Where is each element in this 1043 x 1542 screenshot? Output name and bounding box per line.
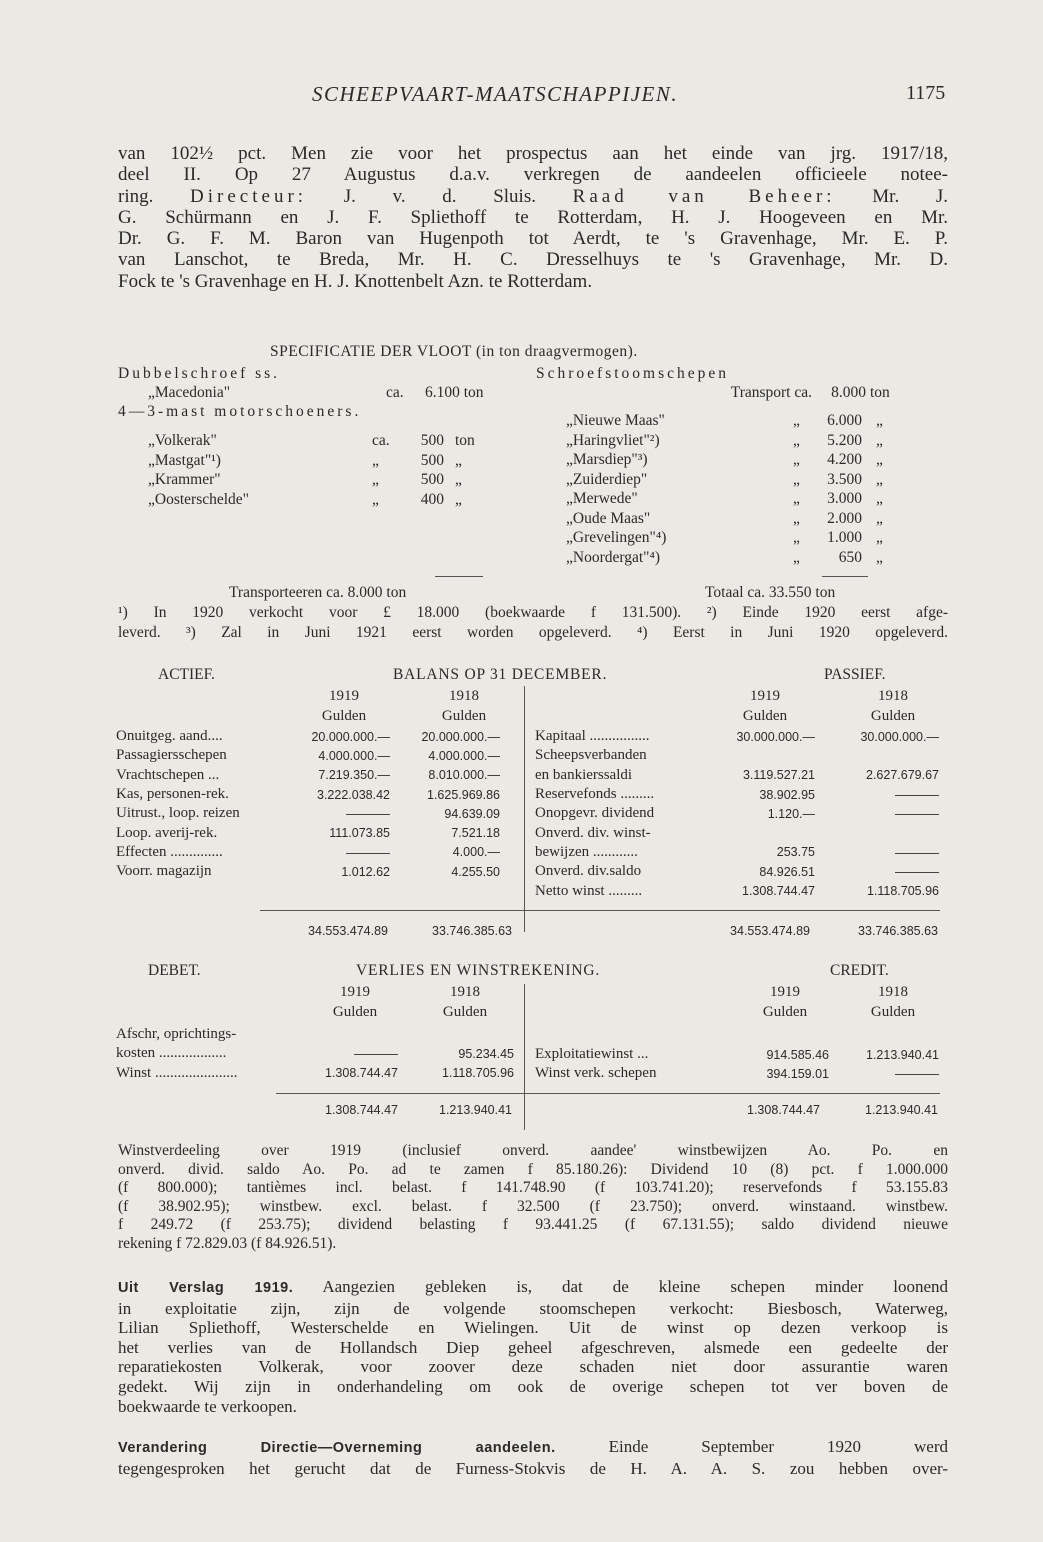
verandering-heading: Verandering Directie—Overneming aandeelen. bbox=[118, 1440, 556, 1456]
fleet-prefix: „ bbox=[793, 490, 800, 507]
row-value: 1.625.969.86 bbox=[427, 787, 500, 802]
table-row bbox=[116, 862, 500, 881]
empty-dash bbox=[346, 853, 390, 854]
row-value bbox=[815, 843, 939, 862]
fleet-ship-name: „Nieuwe Maas" bbox=[566, 412, 665, 429]
row-value bbox=[288, 1044, 398, 1063]
fleet-prefix: „ bbox=[372, 490, 379, 508]
row-value: 1.308.744.47 bbox=[742, 884, 815, 899]
year-header: 1918 bbox=[450, 984, 480, 1000]
row-value bbox=[288, 804, 390, 823]
row-value: 253.75 bbox=[776, 845, 815, 860]
row-label: Vrachtschepen ... bbox=[116, 766, 220, 783]
fleet-prefix: ca. bbox=[372, 432, 390, 449]
text-line: (f 800.000); tantièmes incl. belast. f 141.748.90 (f 103.741.20); reservefonds f 53.155.83 bbox=[118, 1179, 948, 1196]
table-row bbox=[116, 843, 500, 862]
assets-table bbox=[116, 727, 500, 881]
fleet-ship-value: 500 bbox=[420, 451, 444, 469]
text-segment: J. v. d. Sluis. bbox=[343, 185, 536, 207]
row-value: 20.000.000.— bbox=[311, 729, 390, 744]
table-row bbox=[116, 823, 500, 842]
row-value: 1.118.705.96 bbox=[866, 884, 939, 899]
fleet-unit: „ bbox=[876, 412, 883, 429]
text-line: (f 38.902.95); winstbew. excl. belast. f 32.500 (f 23.750); onverd. winstaand. winstbew. bbox=[118, 1197, 948, 1215]
fleet-ship-value: 2.000 bbox=[827, 509, 862, 527]
text-segment: Mr. J. bbox=[872, 185, 949, 207]
fleet-unit: „ bbox=[876, 509, 883, 527]
row-value: 84.926.51 bbox=[759, 864, 815, 879]
row-label: Winst verk. schepen bbox=[535, 1065, 657, 1082]
row-value: 2.627.679.67 bbox=[866, 768, 939, 783]
pnl-left-title: DEBET. bbox=[148, 962, 201, 979]
text-line bbox=[118, 186, 948, 207]
fleet-prefix: „ bbox=[793, 548, 800, 566]
currency-header: Gulden bbox=[321, 708, 367, 724]
balance-total: 34.553.474.89 bbox=[730, 924, 810, 938]
fleet-ship-name: „Merwede" bbox=[566, 490, 638, 507]
empty-dash bbox=[895, 853, 939, 854]
row-label: bewijzen ............ bbox=[535, 843, 638, 860]
spaced-label-directeur: Directeur: bbox=[190, 185, 308, 207]
intro-paragraph bbox=[118, 143, 948, 292]
row-value bbox=[288, 843, 390, 862]
balance-right-title: PASSIEF. bbox=[824, 666, 886, 683]
fleet-ship-name: „Oosterschelde" bbox=[148, 490, 250, 508]
pnl-title: VERLIES EN WINSTREKENING. bbox=[356, 962, 601, 979]
table-row bbox=[116, 1064, 514, 1083]
currency-header: Gulden bbox=[442, 1004, 488, 1020]
fleet-transporteeren: Transporteeren ca. 8.000 ton bbox=[229, 584, 407, 601]
empty-dash bbox=[895, 872, 939, 873]
fleet-unit: „ bbox=[876, 431, 883, 449]
balance-rule bbox=[260, 910, 940, 911]
fleet-unit: „ bbox=[876, 470, 883, 488]
row-value bbox=[815, 746, 939, 765]
row-value: 4.000.000.— bbox=[428, 748, 500, 763]
table-row bbox=[535, 1064, 939, 1083]
fleet-prefix: „ bbox=[793, 529, 800, 546]
row-value: 8.010.000.— bbox=[428, 768, 500, 783]
fleet-prefix: „ bbox=[793, 470, 800, 488]
text-line: Fock te 's Gravenhage en H. J. Knottenbelt Azn. te Rotterdam. bbox=[118, 270, 593, 292]
row-label: Onverd. div.saldo bbox=[535, 863, 642, 880]
table-row bbox=[535, 746, 939, 765]
text-line: van Lanschot, te Breda, Mr. H. C. Dresselhuys te 's Gravenhage, Mr. D. bbox=[118, 249, 948, 271]
pnl-total: 1.308.744.47 bbox=[325, 1103, 398, 1117]
row-label: Onverd. div. winst- bbox=[535, 824, 651, 841]
table-row bbox=[116, 766, 500, 785]
table-row bbox=[116, 804, 500, 823]
fleet-ship-value: 3.500 bbox=[827, 470, 862, 488]
row-value bbox=[829, 1064, 939, 1083]
balance-left-title: ACTIEF. bbox=[158, 666, 215, 683]
row-value: 1.120.— bbox=[767, 806, 815, 821]
row-label: Onopgevr. dividend bbox=[535, 805, 655, 822]
row-value: 914.585.46 bbox=[766, 1047, 829, 1062]
fleet-unit: „ bbox=[876, 529, 883, 546]
fleet-unit: „ bbox=[876, 490, 883, 507]
fleet-totaal: Totaal ca. 33.550 ton bbox=[705, 584, 836, 601]
fleet-unit: „ bbox=[876, 548, 883, 566]
fleet-ship-name: „Zuiderdiep" bbox=[566, 470, 648, 488]
fleet-transport-unit: ton bbox=[870, 384, 890, 401]
table-row bbox=[116, 727, 500, 746]
fleet-unit: „ bbox=[455, 490, 462, 508]
table-row bbox=[535, 804, 939, 823]
fleet-transport-value: 8.000 bbox=[831, 384, 866, 401]
row-value: 94.639.09 bbox=[444, 806, 500, 821]
running-header bbox=[0, 82, 1043, 108]
row-value bbox=[715, 746, 815, 765]
balance-divider bbox=[524, 686, 525, 932]
row-label: Netto winst ......... bbox=[535, 882, 643, 899]
fleet-unit: „ bbox=[876, 451, 883, 468]
year-header: 1918 bbox=[449, 688, 479, 704]
row-value: 38.902.95 bbox=[759, 787, 815, 802]
row-label: Loop. averij-rek. bbox=[116, 824, 218, 841]
fleet-ship-value: 650 bbox=[838, 548, 862, 566]
page-number: 1175 bbox=[906, 82, 946, 104]
empty-dash bbox=[895, 795, 939, 796]
row-value: 1.012.62 bbox=[341, 864, 390, 879]
row-label: en bankierssaldi bbox=[535, 766, 633, 783]
fleet-left-subheading: 4—3-mast motorschoeners. bbox=[118, 403, 362, 420]
row-label: Effecten .............. bbox=[116, 843, 223, 860]
fleet-ship-name: „Macedonia" bbox=[148, 384, 231, 401]
fleet-ship-name: „Marsdiep"³) bbox=[566, 451, 648, 468]
pnl-divider bbox=[524, 984, 525, 1130]
liabilities-table bbox=[535, 727, 939, 901]
row-value: 1.308.744.47 bbox=[325, 1066, 398, 1081]
fleet-ship-value: 500 bbox=[420, 471, 444, 488]
fleet-ship-value: 400 bbox=[420, 490, 444, 508]
verslag-heading: Uit Verslag 1919. bbox=[118, 1280, 294, 1296]
currency-header: Gulden bbox=[762, 1004, 808, 1020]
currency-header: Gulden bbox=[742, 708, 788, 724]
row-value: 30.000.000.— bbox=[860, 729, 939, 744]
fleet-ship-value: 500 bbox=[420, 432, 444, 449]
fleet-transport-label: Transport ca. bbox=[730, 384, 812, 401]
fleet-prefix: „ bbox=[793, 412, 800, 429]
year-header: 1919 bbox=[340, 984, 370, 1000]
table-row bbox=[116, 1025, 514, 1044]
table-row bbox=[535, 862, 939, 881]
table-row bbox=[535, 766, 939, 785]
footnote-line: ¹) In 1920 verkocht voor £ 18.000 (boekwaarde f 131.500). ²) Einde 1920 eerst afge- bbox=[118, 604, 948, 621]
row-value: 95.234.45 bbox=[458, 1046, 514, 1061]
table-row bbox=[535, 823, 939, 842]
fleet-left-heading: Dubbelschroef ss. bbox=[118, 365, 281, 382]
fleet-rule bbox=[435, 576, 483, 577]
table-row bbox=[116, 1044, 514, 1063]
year-header: 1918 bbox=[878, 984, 908, 1000]
table-row bbox=[535, 727, 939, 746]
fleet-unit: ton bbox=[455, 432, 475, 449]
year-header: 1919 bbox=[750, 688, 780, 704]
balance-title: BALANS OP 31 DECEMBER. bbox=[393, 666, 608, 683]
debit-table bbox=[116, 1025, 514, 1083]
text-segment: Aangezien gebleken is, dat de kleine schepen minder loonend bbox=[322, 1277, 949, 1296]
spaced-label-raad: Raad van Beheer: bbox=[572, 185, 836, 207]
row-value: 30.000.000.— bbox=[736, 729, 815, 744]
fleet-prefix: „ bbox=[372, 451, 379, 469]
footnote-line: leverd. ³) Zal in Juni 1921 eerst worden opgeleverd. ⁴) Eerst in Juni 1920 opgeleverd. bbox=[118, 624, 948, 641]
fleet-prefix: „ bbox=[793, 509, 800, 527]
currency-header: Gulden bbox=[332, 1004, 378, 1020]
text-line: het verlies van de Hollandsch Diep geheel afgeschreven, alsmede een gedeelte der bbox=[118, 1337, 948, 1357]
fleet-ship-name: „Volkerak" bbox=[148, 432, 217, 449]
text-line: boekwaarde te verkoopen. bbox=[118, 1396, 297, 1416]
row-value: 7.219.350.— bbox=[318, 768, 390, 783]
fleet-ship-name: „Noordergat"⁴) bbox=[566, 548, 661, 566]
row-label: Exploitatiewinst ... bbox=[535, 1046, 649, 1063]
text-line: gedekt. Wij zijn in onderhandeling om ook de overige schepen tot ver boven de bbox=[118, 1376, 948, 1396]
winstverdeeling-paragraph bbox=[118, 1142, 948, 1253]
year-header: 1918 bbox=[878, 688, 908, 704]
row-label: Kapitaal ................ bbox=[535, 728, 650, 745]
text-line bbox=[118, 1277, 948, 1299]
year-header: 1919 bbox=[770, 984, 800, 1000]
table-row bbox=[535, 1045, 939, 1064]
row-value: 394.159.01 bbox=[766, 1066, 829, 1081]
verslag-lines bbox=[118, 1299, 948, 1417]
empty-dash bbox=[346, 814, 390, 815]
text-line: reparatiekosten Volkerak, voor zoover deze schaden niet door assurantie waren bbox=[118, 1357, 948, 1377]
fleet-unit: „ bbox=[455, 451, 462, 469]
row-value: 4.255.50 bbox=[451, 864, 500, 879]
currency-header: Gulden bbox=[870, 708, 916, 724]
text-line: Lilian Spliethoff, Westerschelde en Wielingen. Uit de winst op dezen verkoop is bbox=[118, 1318, 948, 1338]
text-line: Winstverdeeling over 1919 (inclusief onverd. aandee' winstbewijzen Ao. Po. en bbox=[118, 1142, 948, 1159]
table-row bbox=[116, 785, 500, 804]
text-line: van 102½ pct. Men zie voor het prospectus aan het einde van jrg. 1917/18, bbox=[118, 143, 948, 164]
row-label: Winst ...................... bbox=[116, 1064, 238, 1081]
text-line: deel II. Op 27 Augustus d.a.v. verkregen de aandeelen officieele notee- bbox=[118, 164, 948, 186]
row-label: Reservefonds ......... bbox=[535, 786, 655, 803]
row-label: kosten .................. bbox=[116, 1045, 227, 1062]
fleet-ship-value: 6.100 ton bbox=[425, 384, 484, 401]
verslag-paragraph bbox=[118, 1277, 948, 1416]
row-value: 4.000.000.— bbox=[318, 748, 390, 763]
text-line: tegengesproken het gerucht dat de Furness-Stokvis de H. A. A. S. zou hebben over- bbox=[118, 1458, 948, 1478]
fleet-ship-name: „Krammer" bbox=[148, 471, 221, 488]
balance-total: 33.746.385.63 bbox=[432, 924, 512, 938]
credit-table bbox=[535, 1045, 939, 1084]
text-segment: ring. bbox=[118, 185, 154, 207]
row-value: 111.073.85 bbox=[329, 826, 390, 841]
fleet-prefix: „ bbox=[372, 471, 379, 488]
fleet-ship-value: 5.200 bbox=[827, 431, 862, 449]
table-row bbox=[535, 785, 939, 804]
row-value bbox=[815, 862, 939, 881]
row-label: Uitrust., loop. reizen bbox=[116, 805, 240, 822]
fleet-title: SPECIFICATIE DER VLOOT (in ton draagvermogen). bbox=[270, 343, 638, 360]
fleet-prefix: „ bbox=[793, 431, 800, 449]
row-label: Onuitgeg. aand.... bbox=[116, 728, 223, 745]
text-line bbox=[118, 1437, 948, 1459]
table-row bbox=[116, 746, 500, 765]
currency-header: Gulden bbox=[441, 708, 487, 724]
empty-dash bbox=[895, 1074, 939, 1075]
fleet-ship-value: 1.000 bbox=[827, 529, 862, 546]
fleet-right-heading: Schroefstoomschepen bbox=[536, 365, 730, 382]
fleet-prefix: „ bbox=[793, 451, 800, 468]
text-line: Dr. G. F. M. Baron van Hugenpoth tot Aerdt, te 's Gravenhage, Mr. E. P. bbox=[118, 228, 948, 250]
text-line: in exploitatie zijn, zijn de volgende stoomschepen verkocht: Biesbosch, Waterweg, bbox=[118, 1298, 948, 1318]
row-label: Afschr, oprichtings- bbox=[116, 1026, 237, 1043]
pnl-total: 1.213.940.41 bbox=[865, 1103, 938, 1117]
row-value bbox=[398, 1025, 514, 1044]
fleet-unit: „ bbox=[455, 471, 462, 488]
pnl-rule bbox=[276, 1093, 940, 1094]
fleet-ship-value: 4.200 bbox=[827, 451, 862, 468]
fleet-ship-name: „Haringvliet"²) bbox=[566, 431, 660, 449]
balance-total: 33.746.385.63 bbox=[858, 924, 938, 938]
fleet-ca: ca. bbox=[386, 384, 404, 401]
row-label: Scheepsverbanden bbox=[535, 747, 647, 764]
fleet-ship-name: „Mastgat"¹) bbox=[148, 451, 221, 469]
currency-header: Gulden bbox=[870, 1004, 916, 1020]
running-title: SCHEEPVAART-MAATSCHAPPIJEN. bbox=[312, 82, 679, 106]
fleet-ship-value: 3.000 bbox=[827, 490, 862, 507]
row-label: Passagiersschepen bbox=[116, 747, 227, 764]
year-header: 1919 bbox=[329, 688, 359, 704]
pnl-total: 1.213.940.41 bbox=[439, 1103, 512, 1117]
fleet-ship-name: „Oude Maas" bbox=[566, 509, 651, 527]
row-value: 3.119.527.21 bbox=[742, 768, 815, 783]
row-value bbox=[815, 804, 939, 823]
row-value bbox=[815, 785, 939, 804]
row-value: 1.213.940.41 bbox=[866, 1047, 939, 1062]
row-value bbox=[288, 1025, 398, 1044]
fleet-ship-value: 6.000 bbox=[827, 412, 862, 429]
fleet-rule bbox=[822, 576, 868, 577]
table-row bbox=[535, 881, 939, 900]
text-line: rekening f 72.829.03 (f 84.926.51). bbox=[118, 1234, 337, 1252]
row-value: 1.118.705.96 bbox=[441, 1066, 514, 1081]
text-line: G. Schürmann en J. F. Spliethoff te Rotterdam, H. J. Hoogeveen en Mr. bbox=[118, 206, 948, 228]
pnl-total: 1.308.744.47 bbox=[747, 1103, 820, 1117]
table-row bbox=[535, 843, 939, 862]
row-label: Voorr. magazijn bbox=[116, 863, 212, 880]
verandering-paragraph bbox=[118, 1437, 948, 1478]
pnl-right-title: CREDIT. bbox=[830, 962, 889, 979]
row-value: 7.521.18 bbox=[451, 826, 500, 841]
row-value: 3.222.038.42 bbox=[317, 787, 390, 802]
row-label: Kas, personen-rek. bbox=[116, 786, 229, 803]
row-value bbox=[715, 823, 815, 842]
row-value bbox=[815, 823, 939, 842]
text-segment: Einde September 1920 werd bbox=[608, 1437, 948, 1456]
text-line: onverd. divid. saldo Ao. Po. ad te zamen f 85.180.26): Dividend 10 (8) pct. f 1.000.000 bbox=[118, 1160, 948, 1178]
empty-dash bbox=[895, 814, 939, 815]
text-line: f 249.72 (f 253.75); dividend belasting f 93.441.25 (f 67.131.55); saldo dividend nieuwe bbox=[118, 1216, 948, 1233]
fleet-footnotes bbox=[118, 603, 948, 643]
row-value: 4.000.— bbox=[452, 845, 500, 860]
empty-dash bbox=[354, 1054, 398, 1055]
fleet-ship-name: „Grevelingen"⁴) bbox=[566, 529, 667, 546]
balance-total: 34.553.474.89 bbox=[308, 924, 388, 938]
row-value: 20.000.000.— bbox=[421, 729, 500, 744]
